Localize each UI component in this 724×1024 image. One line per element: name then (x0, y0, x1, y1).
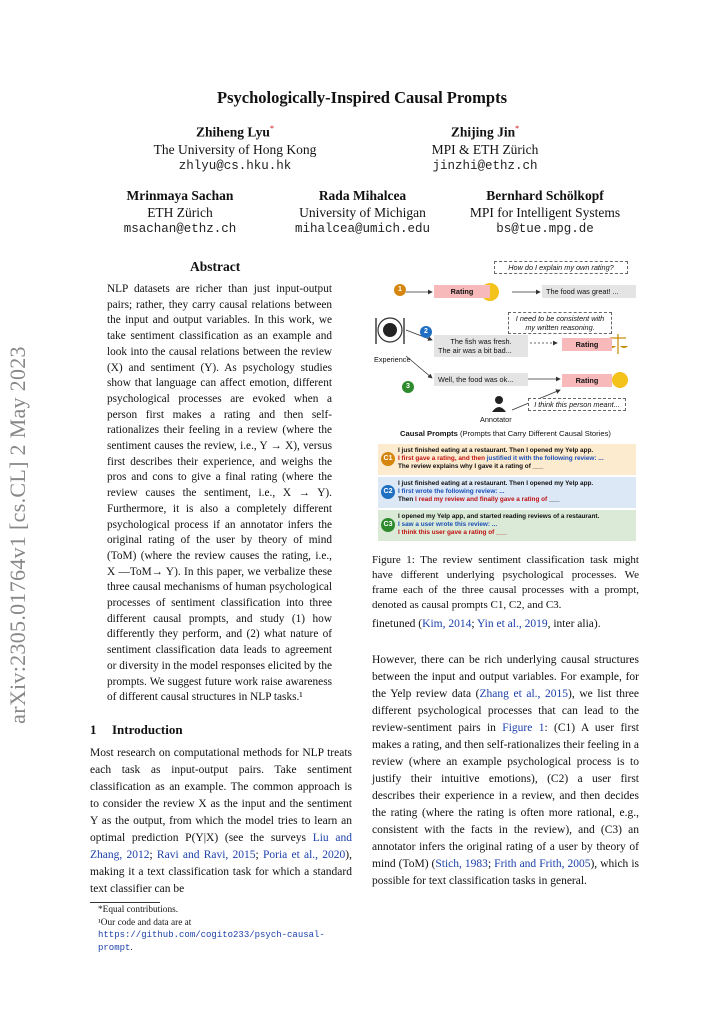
author-block (270, 187, 455, 238)
body-text: ; (471, 618, 477, 630)
prompt-line: I saw a user wrote this review: ... (398, 521, 498, 529)
author-affiliation: MPI for Intelligent Systems (469, 205, 621, 220)
citation-link[interactable]: Kim, 2014 (422, 618, 472, 630)
body-text: ), which is possible for text classification tasks in general. (372, 858, 640, 887)
prompt-line: I just finished eating at a restaurant. Then I opened my Yelp app. (398, 447, 594, 454)
footnote-code (90, 917, 352, 955)
prompt-tag: C1 (381, 452, 395, 466)
author-name: Zhijing Jin (450, 124, 516, 140)
prompt-tag: C2 (381, 485, 395, 499)
footnote-text: ¹Our code and data are at (98, 917, 192, 928)
body-text: , inter alia). (547, 618, 601, 630)
footnote-text: . (130, 942, 133, 953)
citation-link[interactable]: Liu and Zhang, 2012 (90, 832, 352, 861)
citation-link[interactable]: Stich, 1983 (435, 858, 488, 870)
prompt-panel-c3 (378, 510, 636, 541)
section-heading (90, 722, 183, 738)
intro-paragraph (90, 745, 352, 898)
citation-link[interactable]: Zhang et al., 2015 (479, 688, 569, 700)
paper-title: Psychologically-Inspired Causal Prompts (217, 88, 507, 107)
citation-link[interactable]: Ravi and Ravi, 2015 (156, 849, 256, 861)
thought-bubble: How do I explain my own rating? (494, 261, 628, 274)
prompt-line: I think this user gave a rating of ___ (398, 529, 507, 537)
footnotes (90, 904, 352, 954)
body-text: ; (487, 858, 495, 870)
author-affiliation: The University of Hong Kong (153, 141, 317, 157)
footnote-rule (90, 902, 160, 903)
citation-link[interactable]: Yin et al., 2019 (477, 618, 548, 630)
author-block (140, 120, 330, 175)
intro-text: ), making it a text classification task for which a standard text classifier can be (90, 849, 352, 895)
body-text: : (C1) A user first makes a rating, and then self-rationalizes their feeling in a review (where an example psychological process is to justify their intuitive emotions), (C2) a user first describes their experience in a review, and then decides the rating (where the rating is often more rational, e.g., consistent with the facts in the review), and (C3) an annotator infers the original rating of a user by theory of mind (ToM) ( (372, 722, 640, 870)
prompt-line: I read my review and finally gave a rating of (415, 496, 548, 504)
equal-mark: * (515, 124, 520, 133)
author-email[interactable]: bs@tue.mpg.de (496, 222, 594, 236)
author-block (455, 187, 635, 238)
citation-separator: ; (255, 849, 263, 861)
review-text-box: Well, the food was ok... (434, 373, 528, 386)
body-text: ), we list three different psychological processes that can lead to the review-sentiment pairs in (372, 688, 639, 734)
prompt-line: I just finished eating at a restaurant. Then I opened my Yelp app. (398, 480, 594, 487)
prompt-line: Then (398, 496, 416, 504)
rating-box: Rating (434, 285, 490, 298)
prompt-line: justified it with the following review: ... (486, 455, 604, 463)
author-affiliation: University of Michigan (299, 205, 426, 220)
prompt-panel-c2 (378, 477, 636, 508)
body-text: finetuned ( (372, 618, 423, 630)
review-line: The fish was fresh. (450, 337, 512, 346)
author-affiliation: MPI & ETH Zürich (431, 141, 539, 157)
author-name: Mrinmaya Sachan (126, 188, 234, 203)
review-line: The air was a bit bad... (438, 346, 512, 355)
prompt-tag: C3 (381, 518, 395, 532)
prompts-title (372, 429, 639, 438)
prompt-line: The review explains why I gave it a rating of ___ (398, 463, 544, 471)
right-paragraph-2 (372, 652, 639, 890)
author-email[interactable]: mihalcea@umich.edu (294, 222, 431, 236)
rating-box: Rating (562, 374, 612, 387)
author-email[interactable]: msachan@ethz.ch (123, 222, 237, 236)
abstract-text (107, 282, 332, 706)
author-name: Rada Mihalcea (318, 188, 407, 203)
figure-link[interactable]: Figure 1 (502, 722, 545, 734)
citation-link[interactable]: Poria et al., 2020 (262, 849, 346, 861)
author-affiliation: ETH Zürich (147, 205, 213, 220)
prompts-title-main: Causal Prompts (400, 429, 458, 438)
review-text-box: The food was great! ... (542, 285, 636, 298)
abstract-heading: Abstract (190, 259, 241, 274)
author-name: Bernhard Schölkopf (486, 188, 604, 203)
intro-text: Most research on computational methods for NLP treats each task as input-output pairs. Take sentiment classification as an example. The common approach is to consider the review X as the input and the sentiment Y as the output, from which the model tries to learn an optimal prediction P(Y|X) (see the surveys (90, 747, 352, 844)
figure-caption: Figure 1: The review sentiment classification task might have different underlying psychological processes. We frame each of the three causal processes with a prompt, denoted as causal prompts C1, C2, and C3. (372, 554, 639, 611)
experience-label: Experience (374, 355, 411, 364)
section-number: 1 (90, 722, 97, 737)
figure-1 (372, 258, 639, 540)
arxiv-stamp: arXiv:2305.01764v1 [cs.CL] 2 May 2023 (5, 346, 30, 724)
thought-bubble: I need to be consistent with my written reasoning. (508, 312, 612, 334)
thought-bubble: I think this person meant... (528, 398, 626, 411)
step-number-badge: 2 (420, 326, 432, 338)
step-number-badge: 3 (402, 381, 414, 393)
prompts-title-sub: (Prompts that Carry Different Causal Stories) (457, 429, 611, 438)
review-text-box (434, 335, 528, 357)
prompt-line: I opened my Yelp app, and started reading reviews of a restaurant. (398, 513, 600, 520)
annotator-label: Annotator (480, 415, 512, 424)
right-paragraph-1 (372, 616, 639, 633)
body-text: However, there can be rich underlying causal structures between the input and output variables. For example, for the Yelp review data ( (372, 654, 639, 700)
citation-separator: ; (149, 849, 157, 861)
code-link[interactable]: https://github.com/cogito233/psych-causal-prompt (98, 930, 325, 953)
author-block (390, 120, 580, 175)
rating-box: Rating (562, 338, 612, 351)
step-number-badge: 1 (394, 284, 406, 296)
prompt-line: I first gave a rating, and then (398, 455, 487, 463)
prompt-panel-c1 (378, 444, 636, 475)
footnote-equal: *Equal contributions. (98, 905, 179, 915)
author-email[interactable]: jinzhi@ethz.ch (432, 158, 538, 173)
equal-mark: * (269, 124, 274, 133)
author-block (95, 187, 265, 238)
prompt-line: I first wrote the following review: ... (398, 488, 505, 496)
abstract-paragraph: NLP datasets are richer than just input-output pairs; rather, they carry causal relations between the input and output variables. In this work, we take sentiment classification as an example and look into the causal relations between the review (X) and sentiment (Y). As psychology studies show that language can affect emotion, different psychological processes are evoked when a person first makes a rating and then self-rationalizes their feeling in a review (where the sentiment causes the review, i.e., Y → X), versus first describes their experience, and weighs the pros and cons to give a final rating (where the review causes the sentiment, i.e., X → Y). Furthermore, it is also a completely different psychological process if an annotator infers the original rating of the user by theory of mind (ToM) (where the review causes the rating, i.e., X —ToM→ Y). In this paper, we verbalize these three causal mechanisms of human psychological processes of sentiment classification into three different causal prompts, and study (1) how differently they perform, and (2) what nature of sentiment classification data leads to agreement or diversity in the model responses elicited by the prompts. We suggest future work raise awareness of different causal structures in NLP tasks.¹ (107, 283, 332, 704)
citation-link[interactable]: Frith and Frith, 2005 (494, 858, 591, 870)
section-title: Introduction (112, 722, 183, 737)
prompt-line: ___ (547, 496, 560, 504)
author-name: Zhiheng Lyu (196, 124, 270, 140)
author-email[interactable]: zhlyu@cs.hku.hk (178, 158, 292, 173)
